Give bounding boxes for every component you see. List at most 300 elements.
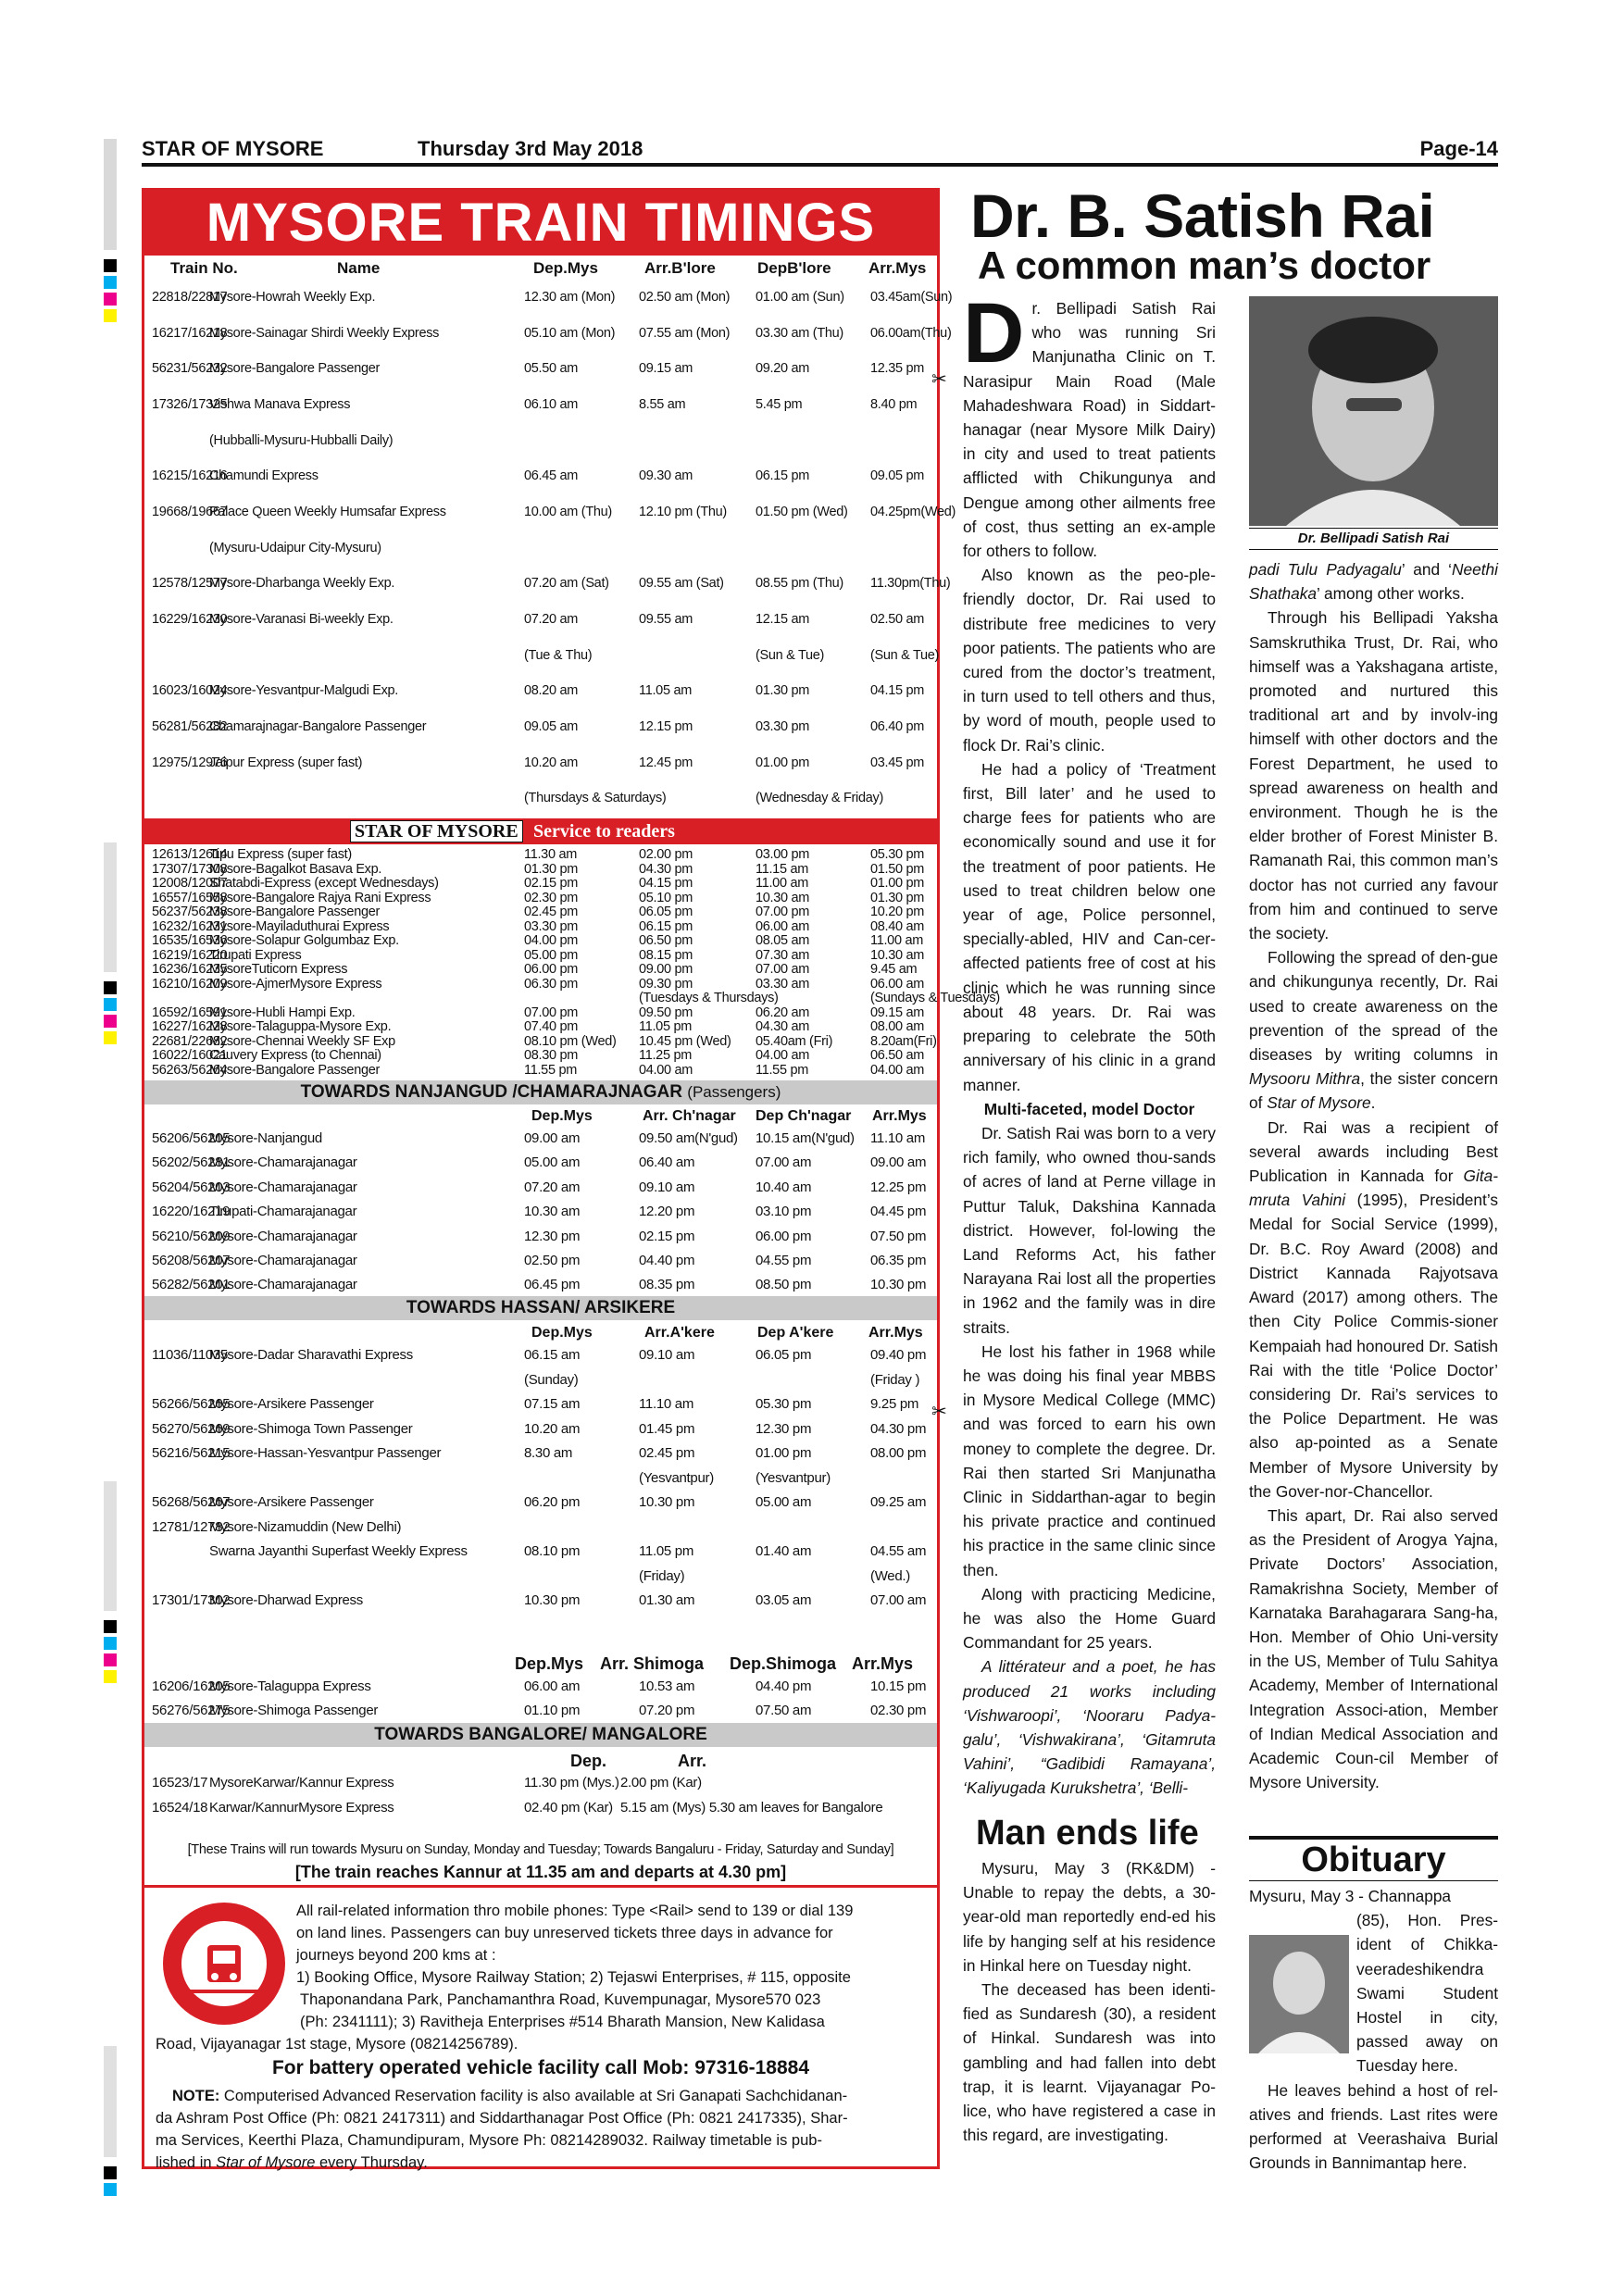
table-row (144, 1566, 937, 1588)
table-row (144, 709, 937, 745)
table-cell: 09.20 am (756, 361, 810, 377)
table-cell: 56202/56281 (152, 1154, 231, 1171)
rail-info-last: Road, Vijayanagar 1st stage, Mysore (08214256789). (156, 2036, 518, 2053)
table-row (144, 745, 937, 781)
table-cell: 02.45 pm (639, 1445, 695, 1461)
scissor-icon: ✂ (931, 1402, 947, 1422)
bl-col-2: Arr. (678, 1752, 707, 1770)
table-cell: 01.50 pm (870, 861, 925, 877)
table-row (144, 280, 953, 316)
hs-col-2: Arr.A'kere (644, 1325, 715, 1341)
table-cell: 11.30 am (524, 847, 577, 862)
table-cell: 01.30 pm (870, 890, 925, 905)
table-cell: 05.00 am (756, 1494, 812, 1510)
table-cell: Mysore-Bangalore Passenger (209, 905, 381, 919)
table-cell: Tipu Express (super fast) (209, 847, 352, 862)
table-cell: 5.15 am (Mys) 5.30 am leaves for Bangalore (620, 1799, 883, 1816)
bangalore-cols (144, 1749, 937, 1771)
table-cell: 08.00 am (870, 1019, 925, 1034)
table-row (144, 863, 937, 878)
table-cell: 16227/16228 (152, 1019, 228, 1034)
table-cell: 12.30 am (Mon) (524, 290, 616, 305)
table-cell: Tirupati-Chamarajanagar (209, 1204, 357, 1220)
obituary-title: Obituary (1249, 1836, 1498, 1881)
masthead-rule (142, 163, 1498, 167)
publication-name: Star of Mysore (1267, 1093, 1371, 1113)
table-cell: Mysore-Hassan-Yesvantpur Passenger (209, 1445, 442, 1461)
table-cell: 16236/16235 (152, 962, 228, 977)
table-cell: (Sunday) (524, 1371, 579, 1388)
table-cell: 9.45 am (870, 962, 918, 977)
table-cell: 09.10 am (639, 1179, 695, 1195)
table-row (144, 1226, 937, 1248)
table-row (144, 963, 937, 978)
portrait-image (1249, 296, 1498, 526)
table-cell: 05.50 am (524, 361, 579, 377)
table-cell: 02.50 am (870, 612, 925, 627)
table-cell: 02.30 pm (524, 890, 579, 905)
man-ends-life-title: Man ends life (976, 1814, 1199, 1853)
col-name: Name (337, 259, 381, 277)
info-line: (Ph: 2341111); 3) Ravitheja Enterprises #514 Bharath Mansion, New Kalidasa (300, 2014, 825, 2030)
table-cell: 12.15 am (756, 612, 810, 627)
table-cell: 17301/17302 (152, 1592, 231, 1608)
table-cell: Mysore-AjmerMysore Express (209, 976, 382, 992)
table-cell: 06.05 pm (639, 905, 693, 919)
table-cell: Mysore-Shimoga Town Passenger (209, 1420, 413, 1437)
table-cell: 04.30 pm (870, 1420, 927, 1437)
table-cell: 07.15 am (524, 1396, 581, 1412)
table-row (144, 1177, 937, 1199)
table-cell: (Sun & Tue) (756, 647, 825, 663)
table-cell: 56206/56205 (152, 1130, 231, 1146)
table-cell: 09.30 am (639, 468, 693, 484)
table-cell: Vishwa Manava Express (209, 397, 351, 412)
table-cell: 03.00 pm (756, 847, 810, 862)
story-paragraph: The deceased has been identi-fied as Sundaresh (30), a resident of Hinkal. Sundaresh was into gambling and had fallen into debt trap, it is learnt. Vijayanagar Po-lice, who have registered a case in this regard, are investigating. (963, 1980, 1216, 2145)
table-row (144, 1064, 937, 1079)
obituary-story (1249, 1884, 1498, 2175)
table-row (144, 1393, 937, 1416)
table-row (144, 1676, 937, 1698)
table-cell: (Hubballi-Mysuru-Hubballi Daily) (209, 432, 394, 448)
table-cell: 02.15 pm (639, 1228, 695, 1244)
article-paragraph: A littérateur and a poet, he has produced 21 works including ‘Vishwaroopi’, ‘Nooraru Padya-galu’, ‘Vishwakirana’, ‘Gitamruta Vahini’, “Gadibidi Ramayana’, ‘Kaliyugada Kurukshetra’, ‘Belli- (963, 1657, 1216, 1798)
table-cell: 04.55 am (870, 1543, 927, 1559)
table-cell: 09.15 am (639, 361, 693, 377)
table-cell: 04.00 am (756, 1048, 810, 1063)
table-cell: 09.25 am (870, 1494, 927, 1510)
table-cell: 04.40 pm (639, 1253, 695, 1268)
table-cell: Mysore-Chamarajanagar (209, 1277, 357, 1293)
battery-vehicle-info: For battery operated vehicle facility call Mob: 97316-18884 (271, 2057, 810, 2078)
shimoga-cols (144, 1652, 937, 1674)
text-run: . (1370, 1093, 1376, 1113)
col-dep-mys: Dep.Mys (533, 259, 598, 277)
text-run: Dr. Rai was a recipient of several awards including Best Publication in Kannada for (1249, 1117, 1498, 1186)
table-cell: 10.15 am(N'gud) (756, 1130, 855, 1146)
service-brand: STAR OF MYSORE (350, 820, 523, 842)
table-cell: 12008/12007 (152, 876, 228, 891)
table-cell: 56204/56203 (152, 1179, 231, 1195)
table-cell: 04.15 pm (870, 683, 925, 699)
table-cell: Mysore-Bangalore Passenger (209, 361, 381, 377)
table-row (144, 920, 937, 935)
table-cell: 05.00 pm (524, 947, 579, 963)
table-cell: 05.00 am (524, 1154, 581, 1171)
table-cell: Mysore-Arsikere Passenger (209, 1396, 374, 1412)
table-cell: 06.50 am (870, 1048, 925, 1063)
table-row (144, 1772, 937, 1794)
nj-col-2: Arr. Ch'nagar (643, 1108, 736, 1124)
table-cell: 02.50 pm (524, 1253, 581, 1268)
table-cell: 07.00 am (870, 1592, 927, 1608)
table-row (144, 780, 937, 817)
article-paragraph: r. Bellipadi Satish Rai who was running Sri Manjunatha Clinic on T. Narasipur Main Road (Male Mahadeshwara Road) in Siddart-hanagar (near Mysore Milk Dairy) in city and used to treat patients afflicted with Chikungunya and Dengue among other ailments free of cost, thus setting an ex-ample for others to follow. (963, 299, 1216, 561)
table-cell: 10.30 pm (870, 1277, 927, 1293)
table-row (144, 892, 937, 906)
table-cell: 04.00 pm (524, 933, 579, 948)
table-cell: 10.30 am (870, 947, 925, 963)
table-cell: 09.50 am(N'gud) (639, 1130, 738, 1146)
table-cell: 11036/11035 (152, 1347, 229, 1363)
table-row (144, 1201, 937, 1223)
table-cell: 56263/56264 (152, 1062, 228, 1078)
nj-col-1: Dep.Mys (531, 1108, 593, 1124)
text-run: , the sister concern of (1249, 1069, 1498, 1113)
table-cell: 11.05 pm (639, 1543, 694, 1559)
table-cell: 09.10 am (639, 1347, 695, 1363)
table-cell: 11.30 pm (Mys.) (524, 1775, 619, 1791)
table-cell: 17307/17308 (152, 861, 228, 877)
table-cell: 01.00 am (Sun) (756, 290, 844, 305)
table-cell: (Sundays & Tuesdays) (870, 991, 1000, 1005)
table-cell: 12.15 pm (639, 719, 693, 734)
table-cell: 02.00 pm (639, 847, 693, 862)
table-cell: Mysore-Yesvantpur-Malgudi Exp. (209, 683, 399, 699)
table-row (144, 1700, 937, 1722)
table-row (144, 1467, 937, 1490)
col-arr-blore: Arr.B'lore (644, 259, 716, 277)
table-cell: 56268/56267 (152, 1494, 231, 1510)
info-divider (144, 1885, 937, 1888)
table-cell: 01.30 pm (524, 861, 579, 877)
table-cell: 10.40 am (756, 1179, 812, 1195)
table-cell: Mysore-Bagalkot Basava Exp. (209, 861, 382, 877)
table-cell: 04.15 pm (639, 876, 693, 891)
table-cell: 06.00 pm (756, 1228, 812, 1244)
table-cell: 56210/56209 (152, 1228, 231, 1244)
table-cell: 05.10 am (Mon) (524, 325, 616, 341)
table-cell: 10.00 am (Thu) (524, 505, 612, 519)
table-cell: 04.00 am (639, 1062, 693, 1078)
table-cell: 17326/17325 (152, 397, 228, 412)
table-cell: 08.10 pm (524, 1543, 581, 1559)
table-cell: 04.30 pm (639, 861, 693, 877)
table-cell: 12.35 pm (870, 361, 925, 377)
table-cell: 8.55 am (639, 397, 686, 412)
table-cell: 10.20 am (524, 755, 579, 770)
table-cell: 11.30pm(Thu) (870, 576, 951, 592)
note-end: every Thursday. (315, 2154, 428, 2171)
table-cell: 02.45 pm (524, 905, 579, 919)
table-row (144, 494, 956, 530)
table-cell: (Thursdays & Saturdays) (524, 791, 667, 806)
table-cell: 04.55 pm (756, 1253, 812, 1268)
table-cell: 01.00 pm (870, 876, 925, 891)
table-cell: 2.00 pm (Kar) (620, 1775, 702, 1791)
table-cell: 56237/56238 (152, 905, 228, 919)
table-row (144, 848, 937, 863)
table-cell: Chamarajnagar-Bangalore Passenger (209, 719, 427, 734)
table-cell: Mysore-Varanasi Bi-weekly Exp. (209, 612, 394, 627)
table-cell: Mysore-Shimoga Passenger (209, 1703, 379, 1718)
table-cell: 06.35 pm (870, 1253, 927, 1268)
table-cell: 10.30 am (524, 1204, 581, 1220)
table-row (144, 1006, 937, 1021)
table-cell: 06.20 pm (524, 1494, 581, 1510)
info-line: Thaponandana Park, Panchamanthra Road, Kuvempunagar, Mysore570 023 (300, 1991, 821, 2008)
man-ends-life-story (963, 1856, 1216, 2147)
table-cell: Mysore-Sainagar Shirdi Weekly Express (209, 325, 440, 341)
table-cell: Mysore-Talaguppa Express (209, 1678, 371, 1694)
hs-col-3: Dep A'kere (757, 1325, 834, 1341)
text-run: (1995), President’s Medal for Social Service (1999), Dr. B.C. Roy Award (2008) and District Kannada Rajyotsava Award (2017) among others. The then City Police Commis-sioner Kempaiah had honoured Dr. Satish Rai with the title ‘Police Doctor’ considering Dr. Rai’s services to the Police Department. He was also ap-pointed as a Senate Member of Mysore University by the Gover-nor-Chancellor. (1249, 1191, 1498, 1501)
table-cell: 03.30 am (Thu) (756, 325, 843, 341)
scissor-icon: ✂ (931, 369, 947, 390)
table-cell: Mysore-Arsikere Passenger (209, 1494, 374, 1510)
table-cell: 03.30 pm (524, 918, 579, 934)
obituary-paragraph: (85), Hon. Pres-ident of Chikka-veeradeshikendra Swami Student Hostel in city, passed away on Tuesday here. (1356, 1911, 1498, 2076)
table-cell: 9.25 pm (870, 1396, 919, 1412)
table-row (144, 423, 937, 459)
info-line: 1) Booking Office, Mysore Railway Station; 2) Tejaswi Enterprises, # 115, opposite (296, 1969, 851, 1986)
table-cell: 04.00 am (870, 1062, 925, 1078)
table-row (144, 877, 937, 892)
table-cell: 02.30 pm (870, 1703, 927, 1718)
table-cell: (Friday) (639, 1567, 685, 1584)
table-cell: Swarna Jayanthi Superfast Weekly Express (209, 1543, 468, 1559)
table-row (144, 1516, 937, 1539)
table-cell: Shatabdi-Express (except Wednesdays) (209, 876, 439, 891)
photo-caption: Dr. Bellipadi Satish Rai (1249, 528, 1498, 550)
table-cell: 10.30 pm (639, 1494, 695, 1510)
table-row (144, 387, 937, 423)
table-cell: 03.05 am (756, 1592, 812, 1608)
table-cell: 02.40 pm (Kar) (524, 1799, 613, 1816)
text-run: ’ among other works. (1317, 584, 1465, 604)
table-cell: 12.20 pm (639, 1204, 695, 1220)
table-row (144, 991, 1000, 1006)
table-cell: 08.30 pm (524, 1048, 579, 1063)
table-row (144, 1128, 937, 1150)
table-cell: 16592/16591 (152, 1004, 228, 1020)
table-cell: 16217/16218 (152, 325, 228, 341)
info-line: All rail-related information thro mobile phones: Type <Rail> send to 139 or dial 139 (296, 1903, 854, 1919)
text-run: ’ and ‘ (1401, 560, 1453, 579)
table-cell: MysoreTuticorn Express (209, 962, 348, 977)
table-cell: 12975/12976 (152, 755, 228, 770)
info-line: journeys beyond 200 kms at : (296, 1947, 496, 1964)
bangalore-note: [These Trains will run towards Mysuru on Sunday, Monday and Tuesday; Towards Bangaluru - Friday, Saturday and Sunday] (187, 1842, 894, 1857)
nanjangud-title: TOWARDS NANJANGUD /CHAMARAJNAGAR (300, 1082, 682, 1102)
article-paragraph: He lost his father in 1968 while he was doing his final year MBBS in Mysore Medical College (MMC) and was forced to earn his own money to complete the degree. Dr. Rai then started Sri Manjunatha Clinic in Siddarthan-agar to begin his private practice and continued his practice in the same clinic since then. (963, 1341, 1216, 1579)
nj-col-3: Dep Ch'nagar (756, 1108, 852, 1124)
train-timings-title: MYSORE TRAIN TIMINGS (144, 191, 937, 256)
table-cell: 16524/18 (152, 1799, 208, 1816)
note-label: NOTE: (172, 2088, 220, 2104)
table-cell: Mysore-Dadar Sharavathi Express (209, 1347, 413, 1363)
table-cell: 09.40 pm (870, 1347, 927, 1363)
table-cell: 10.53 am (639, 1678, 695, 1694)
table-cell: 16229/16230 (152, 612, 228, 627)
table-cell: 08.10 pm (Wed) (524, 1033, 617, 1049)
table-cell: 06.05 pm (756, 1347, 812, 1363)
table-cell: 01.45 pm (639, 1420, 695, 1437)
table-cell: 11.10 am (639, 1396, 694, 1412)
obituary-lead: Mysuru, May 3 - Channappa (1249, 1887, 1452, 1905)
table-row (144, 1541, 937, 1563)
table-cell: 16219/16220 (152, 947, 228, 963)
table-cell: 16022/16021 (152, 1048, 228, 1063)
table-cell: 04.30 am (756, 1019, 810, 1034)
table-cell: 16535/16536 (152, 933, 228, 948)
hassan-title: TOWARDS HASSAN/ ARSIKERE (406, 1298, 676, 1317)
table-cell: 03.30 am (756, 976, 810, 992)
table-cell: 12.30 pm (756, 1420, 812, 1437)
table-cell: 10.45 pm (Wed) (639, 1033, 731, 1049)
table-cell: 09.00 pm (639, 962, 693, 977)
doctor-photo (1249, 296, 1498, 526)
table-cell: 09.30 pm (639, 976, 693, 992)
table-cell: Mysore-Solapur Golgumbaz Exp. (209, 933, 399, 948)
table-cell: 09.50 pm (639, 1004, 693, 1020)
table-cell: Mysore-Chennai Weekly SF Exp (209, 1033, 395, 1049)
service-banner (144, 818, 937, 844)
train-column-headers (144, 257, 937, 278)
table-cell: 56216/56215 (152, 1445, 231, 1461)
table-cell: Chamundi Express (209, 468, 319, 484)
table-cell: 01.30 pm (756, 683, 810, 699)
table-cell: 10.30 pm (524, 1592, 581, 1608)
table-cell: 08.15 pm (639, 947, 693, 963)
table-cell: 11.05 am (639, 683, 692, 699)
table-row (144, 566, 951, 602)
registration-marks (104, 139, 117, 2203)
article-column-2 (1249, 557, 1498, 1794)
table-cell: 07.20 am (Sat) (524, 576, 609, 592)
table-cell: 56270/56269 (152, 1420, 231, 1437)
table-cell: 03.10 pm (756, 1204, 812, 1220)
col-arr-mys: Arr.Mys (868, 259, 927, 277)
table-cell: 07.55 am (Mon) (639, 325, 731, 341)
nanjangud-sub: (Passengers) (687, 1083, 781, 1101)
sh-col-1: Dep.Mys (515, 1654, 584, 1673)
sh-col-2: Arr. Shimoga (600, 1654, 705, 1673)
hassan-band (144, 1296, 937, 1320)
indian-railways-logo (159, 1899, 289, 2028)
table-cell: 11.00 am (870, 933, 923, 948)
table-cell: 02.15 pm (524, 876, 579, 891)
table-cell: 16220/16219 (152, 1204, 231, 1220)
table-cell: 06.15 am (524, 1347, 581, 1363)
table-cell: 07.50 am (756, 1703, 812, 1718)
table-cell: Mysore-Chamarajanagar (209, 1179, 357, 1195)
table-cell: 16523/17 (152, 1775, 208, 1791)
table-cell: 01.00 pm (756, 755, 810, 770)
table-row (144, 1418, 937, 1441)
bangalore-title: TOWARDS BANGALORE/ MANGALORE (374, 1725, 707, 1744)
table-cell: Mysore-Mayiladuthurai Express (209, 918, 390, 934)
table-cell: 8.30 am (524, 1445, 573, 1461)
note-end-italic: Star of Mysore (216, 2154, 316, 2171)
table-cell: Mysore-Chamarajanagar (209, 1253, 357, 1268)
table-cell: 06.40 pm (870, 719, 925, 734)
hs-col-4: Arr.Mys (868, 1325, 923, 1341)
table-row (144, 1152, 937, 1174)
article-crosshead: Multi-faceted, model Doctor (983, 1099, 1195, 1118)
article-headline: Dr. B. Satish Rai (970, 181, 1435, 250)
table-row (144, 934, 937, 949)
table-cell: (Tue & Thu) (524, 647, 593, 663)
table-cell: Mysore-Howrah Weekly Exp. (209, 290, 376, 305)
publication-name: Mysooru Mithra (1249, 1069, 1361, 1089)
table-cell: 22681/22682 (152, 1033, 228, 1049)
article-paragraph: Through his Bellipadi Yaksha Samskruthika Trust, Dr. Rai, who himself was a Yakshagana artiste, promoted and nurtured this traditional art and by involv-ing himself with other doctors and the Forest Department, he used to spread awareness on health and environment. Though he is the elder brother of Forest Minister B. Ramanath Rai, this common man’s doctor has not curried any favour from him and continued to serve the society. (1249, 608, 1498, 943)
table-cell: 8.40 pm (870, 397, 918, 412)
table-row (144, 978, 937, 992)
table-cell: 56281/56282 (152, 719, 228, 734)
table-cell: 07.00 am (756, 1154, 812, 1171)
table-cell: 06.45 pm (524, 1277, 581, 1293)
table-cell: 06.20 am (756, 1004, 810, 1020)
table-cell: 09.15 am (870, 1004, 925, 1020)
table-cell: Mysore-Chamarajanagar (209, 1228, 357, 1244)
table-cell: 01.30 am (639, 1592, 695, 1608)
table-cell: Mysore-Nizamuddin (New Delhi) (209, 1518, 402, 1535)
table-cell: 06.00 am (524, 1678, 581, 1694)
article-paragraph: This apart, Dr. Rai also served as the President of Arogya Yajna, Private Doctors’ Association, Ramakrishna Society, Member of Karnataka Barahagarara Sang-ha, Hon. Member of Ohio Uni-versity in the US, Member of Tulu Sahitya Academy, Member of International Integration Associ-ation, Member of Indian Medical Association and Academic Coun-cil Member of Mysore University. (1249, 1505, 1498, 1792)
table-cell: (Yesvantpur) (756, 1469, 831, 1486)
article-paragraph: Dr. Satish Rai was born to a very rich family, who owned thou-sands of acres of land at Perne village in Puttur Taluk, Dakshina Kannada district. However, fol-lowing the Land Reforms Act, his father Narayana Rai lost all the properties in 1962 and the family was in dire straits. (963, 1123, 1216, 1337)
table-cell: 16232/16231 (152, 918, 228, 934)
table-cell: (Mysuru-Udaipur City-Mysuru) (209, 540, 381, 555)
table-cell: 09.05 pm (870, 468, 925, 484)
table-cell: Mysore-Nanjangud (209, 1130, 322, 1146)
table-cell: 10.30 am (756, 890, 810, 905)
nanjangud-band (144, 1080, 937, 1104)
article-paragraph: He had a policy of ‘Treatment first, Bill later’ and he used to charge fees for patients who are economically sound and use it for the treatment of poor patients. He used to treat children below one year of age, Police personnel, specially-abled, HIV and Can-cer-affected patients free of cost at his clinic which he was running since about 48 years. Dr. Rai was preparing to celebrate the 50th anniversary of his clinic in a grand manner. (963, 759, 1216, 1094)
table-row (144, 1344, 937, 1366)
note-line: Computerised Advanced Reservation facility is also available at Sri Ganapati Sachchidanan- (219, 2088, 848, 2104)
table-cell: 07.30 am (756, 947, 810, 963)
table-cell: 05.30 pm (870, 847, 925, 862)
bangalore-band (144, 1723, 937, 1747)
table-cell: 06.45 am (524, 468, 579, 484)
table-cell: 12578/12577 (152, 576, 228, 592)
article-subhead: A common man’s doctor (978, 243, 1431, 287)
work-title: padi Tulu Padyagalu (1249, 560, 1402, 579)
table-cell: 06.15 pm (639, 918, 693, 934)
table-cell: 09.05 am (524, 719, 579, 734)
table-cell: Tirupati Express (209, 947, 302, 963)
table-cell: 06.30 pm (524, 976, 579, 992)
kannur-note: [The train reaches Kannur at 11.35 am and departs at 4.30 pm] (294, 1863, 787, 1881)
table-cell: 09.55 am (Sat) (639, 576, 724, 592)
table-cell: 10.15 pm (870, 1678, 927, 1694)
table-cell: 06.15 pm (756, 468, 810, 484)
table-cell: 08.55 pm (Thu) (756, 576, 843, 592)
